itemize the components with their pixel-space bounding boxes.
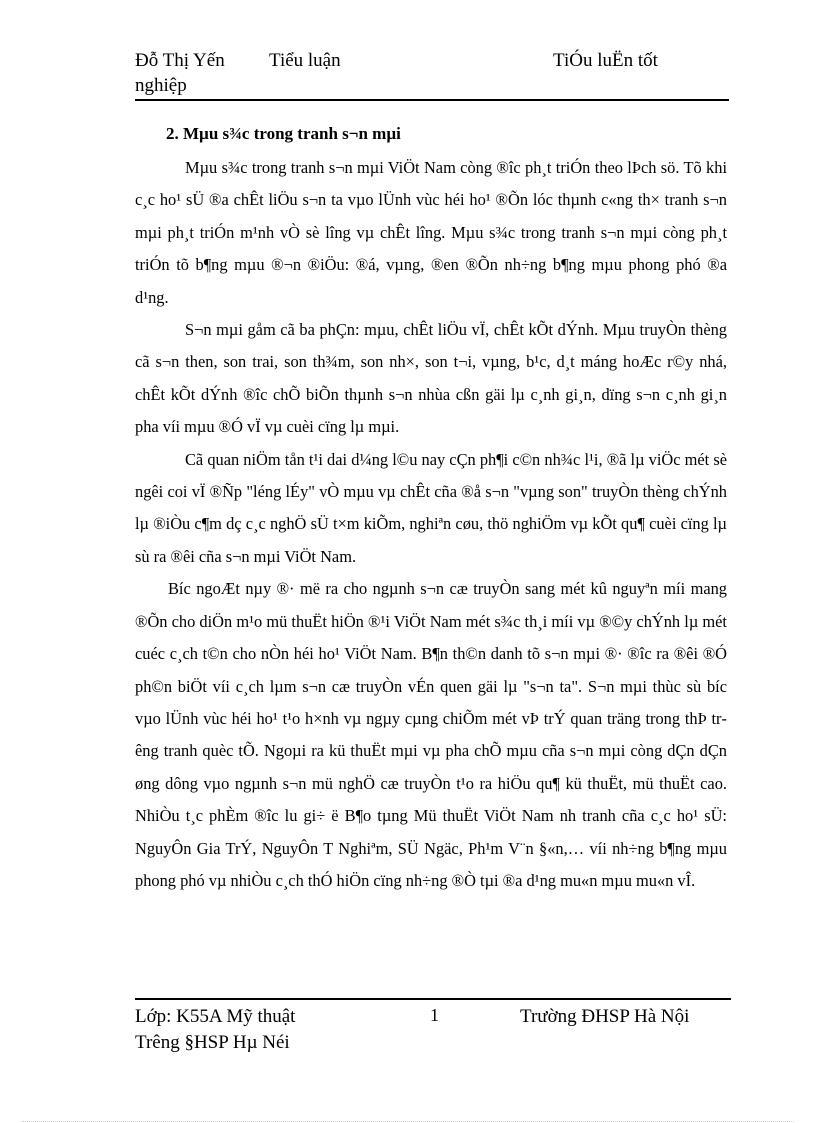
footer-class-cont: Trêng §HSP Hµ Néi: [135, 1032, 290, 1053]
page-edge-dotted-line: [22, 1121, 794, 1122]
body-text: [135, 152, 727, 897]
header-author: Đỗ Thị Yến: [135, 50, 225, 71]
paragraph: S¬n mµi gåm cã ba phÇn: mµu, chÊt liÖu vÏ, chÊt kÕt dÝnh. Mµu truyÒn thèng cã s¬n then, son trai, son th¾m, son nh×, son t¬i, vµng, b¹c, d¸t máng hoÆc r©y nhá, chÊt kÕt dÝnh ®îc chÕ biÕn thµnh s¬n nhùa cßn gäi lµ c¸nh gi¸n, dïng s¬n c¸nh gi¸n pha víi mµu ®Ó vÏ vµ cuèi cïng lµ mµi.: [135, 320, 727, 437]
footer-school: Trường ĐHSP Hà Nội: [520, 1006, 690, 1027]
header-doc-title-cont: nghiệp: [135, 75, 187, 96]
section-title: 2. Mµu s¾c trong tranh s¬n mµi: [166, 124, 401, 143]
page-number: 1: [430, 1005, 439, 1025]
header-doc-title: TiÓu luËn tốt: [553, 50, 658, 71]
footer-rule: [135, 998, 731, 1000]
paragraph: Cã quan niÖm tån t¹i dai d¼ng l©u nay cÇn ph¶i c©n nh¾c l¹i, ®ã lµ viÖc mét sè ngêi coi vÏ ®Ñp "léng lÉy" vÒ mµu vµ chÊt cña ®å s¬n "vµng son" truyÒn thèng chÝnh lµ ®iÒu c¶m dç c¸c nghÖ sÜ t×m kiÕm, nghiªn cøu, thö nghiÖm vµ kÕt qu¶ cuèi cïng lµ sù ra ®êi cña s¬n mµi ViÖt Nam.: [135, 449, 727, 566]
paragraph: Mµu s¾c trong tranh s¬n mµi ViÖt Nam còng ®îc ph¸t triÓn theo lÞch sö. Tõ khi c¸c ho¹ sÜ ®a chÊt liÖu s¬n ta vµo lÜnh vùc héi ho¹ ®Õn lóc thµnh c«ng th× tranh s¬n mµi ph¸t triÓn m¹nh vÒ sè lîng vµ chÊt lîng. Mµu s¾c trong tranh s¬n mµi còng ph¸t triÓn tõ b¶ng mµu ®¬n ®iÖu: ®á, vµng, ®en ®Õn nh÷ng b¶ng mµu phong phó ®a d¹ng.: [135, 158, 727, 307]
paragraph: Bíc ngoÆt nµy ®· më ra cho ngµnh s¬n cæ truyÒn sang mét kû nguyªn míi mang ®Õn cho diÖn m¹o mü thuËt hiÖn ®¹i ViÖt Nam mét s¾c th¸i míi vµ ®©y chÝnh lµ mét cuéc c¸ch t©n cho nÒn héi ho¹ ViÖt Nam. B¶n th©n danh tõ s¬n mµi ®· ®îc ra ®êi ®Ó ph©n biÖt víi c¸ch lµm s¬n cæ truyÒn vÉn quen gäi lµ "s¬n ta". S¬n mµi thùc sù bíc vµo lÜnh vùc héi ho¹ t¹o h×nh vµ ngµy cµng chiÕm mét vÞ trÝ quan träng trong thÞ trêng tranh quèc tÕ. Ngoµi ra kü thuËt mµi vµ pha chÕ mµu cña s¬n mµi còng dÇn dÇn øng dông vµo ngµnh s¬n mü nghÖ cæ truyÒn t¹o ra hiÖu qu¶ kü thuËt, mü thuËt cao. NhiÒu t¸c phÈm ®îc lu gi÷ ë B¶o tµng Mü thuËt ViÖt Nam nh tranh cña c¸c ho¹ sÜ: NguyÔn Gia TrÝ, NguyÔn T Nghiªm, SÜ Ngäc, Ph¹m V¨n §«n,… víi nh÷ng b¶ng mµu phong phó vµ nhiÒu c¸ch thÓ hiÖn cïng nh÷ng ®Ò tµi ®a d¹ng mu«n mµu mu«n vÎ.: [135, 579, 727, 890]
header-doc-type: Tiểu luận: [269, 50, 341, 71]
footer-class: Lớp: K55A Mỹ thuật: [135, 1006, 296, 1027]
header-rule: [135, 99, 729, 101]
